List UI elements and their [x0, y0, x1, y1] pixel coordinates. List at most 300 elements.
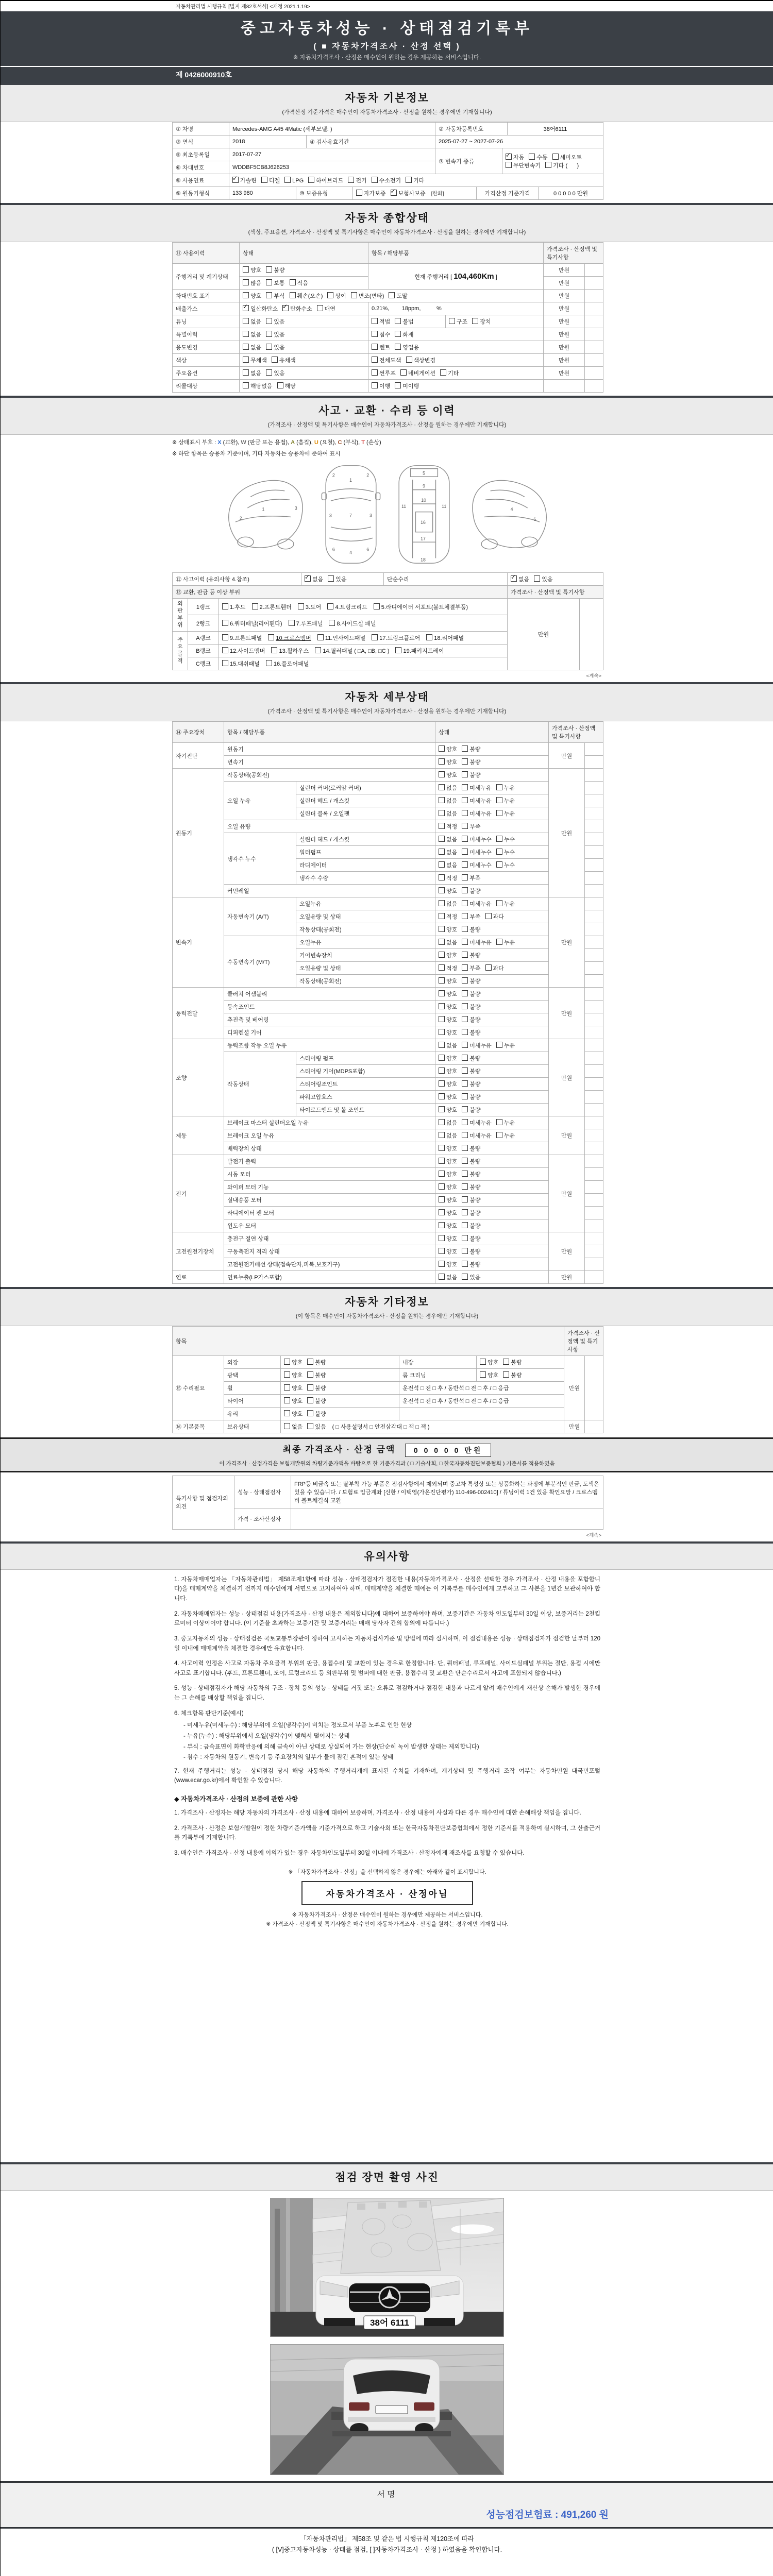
checkbox-icon[interactable]: [372, 177, 378, 183]
checkbox-icon[interactable]: [439, 1261, 445, 1267]
checkbox-icon[interactable]: [439, 836, 445, 842]
checkbox-option[interactable]: [449, 317, 467, 326]
checkbox-option[interactable]: [282, 304, 312, 313]
checkbox-icon[interactable]: [395, 331, 401, 337]
checkbox-option[interactable]: [284, 177, 304, 184]
checkbox-option[interactable]: [439, 990, 457, 998]
checkbox-option[interactable]: [462, 1196, 480, 1204]
checkbox-option[interactable]: [472, 317, 491, 326]
checkbox-icon[interactable]: [439, 1029, 445, 1035]
panel-item[interactable]: 11.인사이드패널: [317, 634, 365, 642]
panel-item[interactable]: 8.사이드실 패널: [329, 619, 376, 628]
checkbox-option[interactable]: [462, 874, 480, 882]
checkbox-option[interactable]: [496, 835, 515, 843]
checkbox-option[interactable]: [462, 1080, 480, 1088]
checkbox-icon[interactable]: [462, 964, 468, 971]
checkbox-option[interactable]: [462, 848, 492, 856]
checkbox-option[interactable]: [272, 356, 296, 364]
panel-item[interactable]: 1.후드: [222, 603, 245, 611]
checkbox-icon[interactable]: [545, 162, 551, 168]
checkbox-icon[interactable]: [496, 810, 502, 816]
checkbox-option[interactable]: [462, 1144, 480, 1153]
checkbox-icon[interactable]: [305, 575, 311, 582]
checkbox-option[interactable]: [534, 575, 552, 583]
checkbox-icon[interactable]: [439, 849, 445, 855]
checkbox-option[interactable]: [462, 912, 480, 921]
checkbox-icon[interactable]: [480, 1371, 486, 1378]
panel-item[interactable]: 16.플로어패널: [266, 659, 309, 668]
checkbox-option[interactable]: [496, 1131, 515, 1140]
checkbox-icon[interactable]: [372, 634, 378, 640]
checkbox-option[interactable]: [439, 1183, 457, 1191]
checkbox-option[interactable]: [307, 1358, 326, 1366]
checkbox-icon[interactable]: [222, 634, 228, 640]
checkbox-icon[interactable]: [243, 369, 249, 376]
checkbox-option[interactable]: [439, 938, 457, 946]
checkbox-option[interactable]: [307, 1384, 326, 1392]
checkbox-icon[interactable]: [439, 745, 445, 752]
checkbox-option[interactable]: [243, 266, 261, 274]
checkbox-option[interactable]: [485, 964, 504, 972]
checkbox-option[interactable]: [243, 317, 261, 326]
checkbox-icon[interactable]: [315, 647, 321, 653]
panel-item[interactable]: 10.크로스멤버: [268, 634, 311, 642]
checkbox-icon[interactable]: [462, 1222, 468, 1228]
checkbox-icon[interactable]: [462, 1093, 468, 1099]
checkbox-option[interactable]: [496, 809, 515, 818]
checkbox-option[interactable]: [266, 369, 284, 377]
checkbox-icon[interactable]: [243, 318, 249, 324]
checkbox-icon[interactable]: [506, 162, 512, 168]
checkbox-icon[interactable]: [266, 292, 272, 298]
checkbox-icon[interactable]: [372, 344, 378, 350]
checkbox-option[interactable]: [439, 1003, 457, 1011]
checkbox-option[interactable]: [439, 1157, 457, 1165]
checkbox-icon[interactable]: [439, 887, 445, 893]
checkbox-option[interactable]: [372, 369, 396, 377]
checkbox-icon[interactable]: [284, 1359, 290, 1365]
checkbox-icon[interactable]: [462, 1209, 468, 1215]
checkbox-option[interactable]: [243, 330, 261, 338]
checkbox-icon[interactable]: [406, 357, 412, 363]
checkbox-icon[interactable]: [439, 1171, 445, 1177]
checkbox-option[interactable]: [243, 369, 261, 377]
checkbox-icon[interactable]: [284, 1371, 290, 1378]
checkbox-option[interactable]: [462, 1028, 480, 1037]
checkbox-icon[interactable]: [449, 318, 455, 324]
checkbox-icon[interactable]: [552, 154, 559, 160]
checkbox-icon[interactable]: [406, 177, 412, 183]
checkbox-option[interactable]: [277, 382, 296, 390]
checkbox-option[interactable]: [462, 1247, 480, 1256]
checkbox-icon[interactable]: [462, 1235, 468, 1241]
checkbox-option[interactable]: [439, 1028, 457, 1037]
checkbox-icon[interactable]: [372, 357, 378, 363]
checkbox-icon[interactable]: [395, 382, 401, 388]
checkbox-icon[interactable]: [462, 900, 468, 906]
checkbox-option[interactable]: [462, 977, 480, 985]
checkbox-icon[interactable]: [266, 369, 272, 376]
checkbox-icon[interactable]: [307, 1397, 313, 1403]
checkbox-option[interactable]: [439, 1196, 457, 1204]
checkbox-icon[interactable]: [496, 849, 502, 855]
checkbox-option[interactable]: [462, 1106, 480, 1114]
checkbox-icon[interactable]: [462, 1248, 468, 1254]
checkbox-icon[interactable]: [298, 603, 304, 609]
checkbox-option[interactable]: [372, 356, 401, 364]
checkbox-option[interactable]: [462, 1170, 480, 1178]
checkbox-option[interactable]: [284, 1410, 303, 1418]
checkbox-option[interactable]: [462, 925, 480, 934]
checkbox-icon[interactable]: [529, 154, 535, 160]
checkbox-option[interactable]: [395, 382, 419, 390]
checkbox-option[interactable]: [529, 153, 547, 161]
checkbox-option[interactable]: [545, 161, 579, 170]
checkbox-icon[interactable]: [485, 913, 492, 919]
checkbox-icon[interactable]: [462, 797, 468, 803]
panel-item[interactable]: 3.도어: [298, 603, 321, 611]
checkbox-option[interactable]: [400, 369, 435, 377]
checkbox-icon[interactable]: [328, 575, 334, 582]
checkbox-icon[interactable]: [307, 1384, 313, 1391]
checkbox-icon[interactable]: [496, 900, 502, 906]
checkbox-option[interactable]: [266, 343, 284, 351]
checkbox-option[interactable]: [496, 900, 515, 908]
checkbox-icon[interactable]: [307, 1423, 313, 1429]
checkbox-icon[interactable]: [462, 1080, 468, 1087]
checkbox-icon[interactable]: [307, 1410, 313, 1416]
checkbox-option[interactable]: [462, 887, 480, 895]
checkbox-icon[interactable]: [462, 1183, 468, 1190]
checkbox-icon[interactable]: [266, 318, 272, 324]
checkbox-icon[interactable]: [266, 331, 272, 337]
checkbox-icon[interactable]: [372, 318, 378, 324]
checkbox-option[interactable]: [391, 189, 426, 197]
checkbox-icon[interactable]: [317, 634, 324, 640]
checkbox-option[interactable]: [462, 861, 492, 869]
checkbox-option[interactable]: [439, 861, 457, 869]
checkbox-option[interactable]: [328, 575, 346, 583]
checkbox-icon[interactable]: [439, 797, 445, 803]
checkbox-option[interactable]: [440, 369, 459, 377]
panel-item[interactable]: 15.대쉬패널: [222, 659, 260, 668]
checkbox-icon[interactable]: [462, 1029, 468, 1035]
checkbox-option[interactable]: [439, 874, 457, 882]
checkbox-icon[interactable]: [503, 1359, 509, 1365]
checkbox-option[interactable]: [439, 1144, 457, 1153]
checkbox-option[interactable]: [439, 1247, 457, 1256]
checkbox-icon[interactable]: [439, 913, 445, 919]
checkbox-icon[interactable]: [462, 990, 468, 996]
checkbox-icon[interactable]: [268, 634, 274, 640]
panel-item[interactable]: 6.쿼터패널(리어휀다): [222, 619, 282, 628]
checkbox-icon[interactable]: [426, 634, 432, 640]
checkbox-option[interactable]: [439, 951, 457, 959]
checkbox-option[interactable]: [439, 964, 457, 972]
checkbox-icon[interactable]: [439, 1183, 445, 1190]
checkbox-option[interactable]: [243, 382, 273, 390]
checkbox-icon[interactable]: [462, 745, 468, 752]
checkbox-option[interactable]: [439, 1015, 457, 1024]
panel-item[interactable]: 2.프론트휀더: [252, 603, 292, 611]
checkbox-icon[interactable]: [327, 603, 333, 609]
checkbox-icon[interactable]: [462, 887, 468, 893]
checkbox-option[interactable]: [372, 343, 390, 351]
panel-item[interactable]: 14.필러패널 ( □A, □B, □C ): [315, 647, 389, 655]
checkbox-icon[interactable]: [462, 1274, 468, 1280]
checkbox-option[interactable]: [462, 1093, 480, 1101]
checkbox-icon[interactable]: [462, 1119, 468, 1125]
checkbox-icon[interactable]: [317, 305, 323, 311]
checkbox-option[interactable]: [439, 1054, 457, 1062]
checkbox-icon[interactable]: [462, 926, 468, 932]
checkbox-icon[interactable]: [439, 1132, 445, 1138]
checkbox-icon[interactable]: [439, 977, 445, 984]
checkbox-icon[interactable]: [284, 1384, 290, 1391]
checkbox-option[interactable]: [462, 1118, 492, 1127]
checkbox-icon[interactable]: [289, 620, 295, 626]
checkbox-icon[interactable]: [243, 357, 249, 363]
checkbox-icon[interactable]: [496, 836, 502, 842]
checkbox-option[interactable]: [284, 1397, 303, 1405]
checkbox-option[interactable]: [372, 382, 390, 390]
checkbox-icon[interactable]: [266, 279, 272, 285]
checkbox-option[interactable]: [439, 1209, 457, 1217]
checkbox-option[interactable]: [462, 771, 480, 779]
checkbox-icon[interactable]: [372, 331, 378, 337]
checkbox-icon[interactable]: [462, 1106, 468, 1112]
checkbox-icon[interactable]: [439, 1067, 445, 1074]
checkbox-icon[interactable]: [439, 1235, 445, 1241]
checkbox-option[interactable]: [506, 153, 524, 161]
checkbox-icon[interactable]: [439, 1106, 445, 1112]
checkbox-icon[interactable]: [243, 279, 249, 285]
checkbox-icon[interactable]: [439, 861, 445, 868]
checkbox-option[interactable]: [439, 848, 457, 856]
checkbox-option[interactable]: [462, 1015, 480, 1024]
checkbox-icon[interactable]: [462, 810, 468, 816]
checkbox-option[interactable]: [439, 912, 457, 921]
checkbox-icon[interactable]: [496, 939, 502, 945]
checkbox-icon[interactable]: [462, 977, 468, 984]
checkbox-option[interactable]: [462, 1273, 480, 1281]
checkbox-option[interactable]: [496, 796, 515, 805]
checkbox-option[interactable]: [496, 1041, 515, 1049]
checkbox-icon[interactable]: [243, 266, 249, 273]
checkbox-icon[interactable]: [351, 292, 357, 298]
checkbox-option[interactable]: [307, 1371, 326, 1379]
checkbox-option[interactable]: [243, 279, 261, 287]
checkbox-option[interactable]: [439, 822, 457, 831]
checkbox-option[interactable]: [462, 900, 492, 908]
checkbox-option[interactable]: [261, 176, 280, 184]
checkbox-icon[interactable]: [439, 758, 445, 765]
checkbox-icon[interactable]: [327, 292, 333, 298]
checkbox-option[interactable]: [462, 784, 492, 792]
checkbox-icon[interactable]: [439, 1080, 445, 1087]
checkbox-option[interactable]: [462, 835, 492, 843]
checkbox-option[interactable]: [290, 292, 323, 300]
checkbox-icon[interactable]: [282, 305, 289, 311]
checkbox-icon[interactable]: [222, 620, 228, 626]
checkbox-icon[interactable]: [462, 1042, 468, 1048]
checkbox-option[interactable]: [439, 745, 457, 753]
checkbox-option[interactable]: [462, 990, 480, 998]
checkbox-icon[interactable]: [534, 575, 540, 582]
checkbox-icon[interactable]: [307, 1371, 313, 1378]
checkbox-option[interactable]: [511, 575, 529, 583]
checkbox-option[interactable]: [395, 330, 413, 338]
checkbox-icon[interactable]: [439, 810, 445, 816]
checkbox-icon[interactable]: [462, 849, 468, 855]
checkbox-icon[interactable]: [284, 177, 291, 183]
checkbox-icon[interactable]: [329, 620, 335, 626]
checkbox-icon[interactable]: [266, 344, 272, 350]
checkbox-option[interactable]: [506, 161, 541, 170]
checkbox-icon[interactable]: [222, 660, 228, 666]
checkbox-option[interactable]: [462, 1222, 480, 1230]
checkbox-option[interactable]: [439, 900, 457, 908]
checkbox-option[interactable]: [439, 1106, 457, 1114]
checkbox-icon[interactable]: [439, 952, 445, 958]
checkbox-icon[interactable]: [462, 1171, 468, 1177]
checkbox-icon[interactable]: [462, 1067, 468, 1074]
panel-item[interactable]: 9.프론트패널: [222, 634, 262, 642]
checkbox-option[interactable]: [462, 951, 480, 959]
checkbox-option[interactable]: [439, 1273, 457, 1281]
checkbox-icon[interactable]: [439, 771, 445, 777]
checkbox-icon[interactable]: [462, 784, 468, 790]
checkbox-icon[interactable]: [462, 1261, 468, 1267]
checkbox-option[interactable]: [496, 861, 515, 869]
checkbox-option[interactable]: [305, 575, 323, 583]
checkbox-option[interactable]: [439, 1067, 457, 1075]
checkbox-icon[interactable]: [266, 660, 272, 666]
checkbox-option[interactable]: [372, 330, 390, 338]
checkbox-option[interactable]: [462, 1234, 480, 1243]
checkbox-option[interactable]: [439, 1260, 457, 1268]
checkbox-option[interactable]: [266, 279, 284, 287]
checkbox-icon[interactable]: [462, 913, 468, 919]
checkbox-option[interactable]: [462, 822, 480, 831]
checkbox-option[interactable]: [462, 1054, 480, 1062]
checkbox-option[interactable]: [462, 1183, 480, 1191]
checkbox-icon[interactable]: [395, 318, 401, 324]
checkbox-option[interactable]: [480, 1371, 498, 1379]
checkbox-option[interactable]: [266, 266, 284, 274]
checkbox-icon[interactable]: [439, 926, 445, 932]
checkbox-icon[interactable]: [462, 771, 468, 777]
checkbox-option[interactable]: [462, 1260, 480, 1268]
checkbox-icon[interactable]: [439, 1248, 445, 1254]
checkbox-option[interactable]: [406, 356, 436, 364]
checkbox-icon[interactable]: [395, 647, 401, 653]
checkbox-icon[interactable]: [480, 1359, 486, 1365]
checkbox-option[interactable]: [503, 1358, 522, 1366]
checkbox-icon[interactable]: [277, 382, 283, 388]
checkbox-option[interactable]: [372, 176, 401, 184]
checkbox-option[interactable]: [284, 1358, 303, 1366]
checkbox-icon[interactable]: [462, 874, 468, 880]
checkbox-icon[interactable]: [439, 1196, 445, 1202]
checkbox-icon[interactable]: [290, 279, 296, 285]
checkbox-icon[interactable]: [462, 1003, 468, 1009]
checkbox-icon[interactable]: [284, 1423, 290, 1429]
checkbox-option[interactable]: [406, 176, 424, 184]
checkbox-option[interactable]: [372, 317, 390, 326]
checkbox-option[interactable]: [243, 343, 261, 351]
checkbox-option[interactable]: [439, 887, 457, 895]
checkbox-icon[interactable]: [272, 357, 278, 363]
checkbox-option[interactable]: [496, 1118, 515, 1127]
checkbox-icon[interactable]: [439, 1158, 445, 1164]
checkbox-icon[interactable]: [290, 292, 296, 298]
checkbox-option[interactable]: [307, 1397, 326, 1405]
panel-item[interactable]: 13.휠하우스: [271, 647, 309, 655]
checkbox-option[interactable]: [496, 784, 515, 792]
checkbox-icon[interactable]: [372, 369, 378, 376]
checkbox-option[interactable]: [307, 1410, 326, 1418]
checkbox-icon[interactable]: [462, 939, 468, 945]
checkbox-icon[interactable]: [439, 874, 445, 880]
checkbox-option[interactable]: [439, 977, 457, 985]
checkbox-option[interactable]: [266, 330, 284, 338]
checkbox-icon[interactable]: [496, 1119, 502, 1125]
checkbox-icon[interactable]: [462, 1016, 468, 1022]
checkbox-icon[interactable]: [266, 266, 272, 273]
checkbox-option[interactable]: [439, 809, 457, 818]
checkbox-option[interactable]: [389, 292, 407, 300]
checkbox-icon[interactable]: [496, 861, 502, 868]
checkbox-icon[interactable]: [252, 603, 258, 609]
checkbox-icon[interactable]: [222, 647, 228, 653]
checkbox-option[interactable]: [439, 835, 457, 843]
checkbox-option[interactable]: [552, 153, 582, 161]
checkbox-icon[interactable]: [439, 1209, 445, 1215]
checkbox-option[interactable]: [439, 796, 457, 805]
checkbox-icon[interactable]: [496, 797, 502, 803]
checkbox-option[interactable]: [462, 758, 480, 766]
checkbox-icon[interactable]: [232, 177, 239, 183]
checkbox-icon[interactable]: [400, 369, 407, 376]
checkbox-option[interactable]: [462, 1067, 480, 1075]
checkbox-icon[interactable]: [308, 177, 314, 183]
checkbox-icon[interactable]: [261, 177, 267, 183]
checkbox-icon[interactable]: [439, 990, 445, 996]
checkbox-option[interactable]: [284, 1371, 303, 1379]
checkbox-icon[interactable]: [374, 603, 380, 609]
checkbox-option[interactable]: [462, 1131, 492, 1140]
checkbox-option[interactable]: [485, 912, 504, 921]
checkbox-icon[interactable]: [243, 331, 249, 337]
checkbox-option[interactable]: [496, 848, 515, 856]
checkbox-option[interactable]: [439, 925, 457, 934]
checkbox-icon[interactable]: [496, 784, 502, 790]
checkbox-option[interactable]: [462, 809, 492, 818]
checkbox-icon[interactable]: [395, 344, 401, 350]
checkbox-option[interactable]: [284, 1384, 303, 1392]
checkbox-icon[interactable]: [439, 1145, 445, 1151]
checkbox-option[interactable]: [439, 771, 457, 779]
checkbox-icon[interactable]: [440, 369, 446, 376]
checkbox-option[interactable]: [462, 1041, 492, 1049]
checkbox-option[interactable]: [503, 1371, 522, 1379]
checkbox-option[interactable]: [317, 304, 335, 313]
checkbox-option[interactable]: [496, 938, 515, 946]
checkbox-option[interactable]: [243, 356, 267, 364]
checkbox-icon[interactable]: [284, 1410, 290, 1416]
checkbox-icon[interactable]: [462, 823, 468, 829]
